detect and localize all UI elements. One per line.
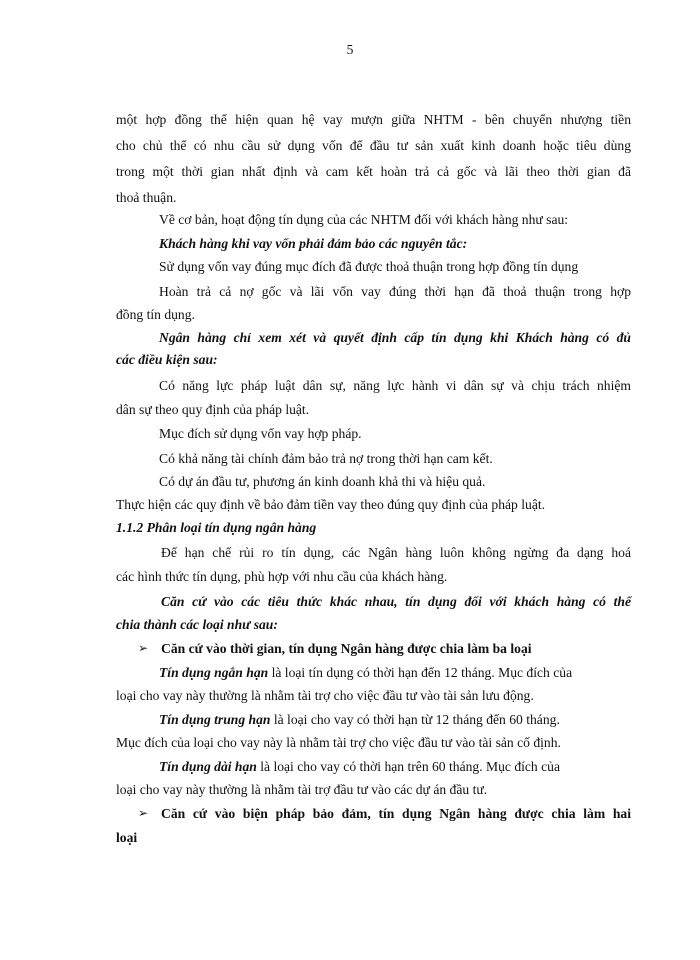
paragraph-line: thoả thuận. — [116, 190, 177, 205]
subheading: các điều kiện sau: — [116, 352, 218, 367]
subheading: Căn cứ vào các tiêu thức khác nhau, tín dụng đối với khách hàng có thể — [161, 594, 631, 609]
paragraph-line: đồng tín dụng. — [116, 307, 195, 322]
bullet-heading: Căn cứ vào thời gian, tín dụng Ngân hàng được chia làm ba loại — [161, 641, 532, 656]
paragraph-line: dân sự theo quy định của pháp luật. — [116, 402, 310, 417]
term-definition: là loại tín dụng có thời hạn đến 12 tháng. Mục đích của — [268, 665, 573, 680]
bullet-heading: loại — [116, 830, 138, 845]
paragraph-line: một hợp đồng thể hiện quan hệ vay mượn giữa NHTM - bên chuyển nhượng tiền — [116, 112, 631, 127]
paragraph-line — [159, 759, 560, 775]
paragraph-line: Có năng lực pháp luật dân sự, năng lực hành vi dân sự và chịu trách nhiệm — [159, 378, 631, 393]
paragraph-line: Về cơ bản, hoạt động tín dụng của các NHTM đối với khách hàng như sau: — [159, 212, 569, 227]
paragraph-line: Mục đích của loại cho vay này là nhằm tài trợ cho việc đầu tư vào tài sản cố định. — [116, 735, 561, 750]
paragraph-line — [159, 665, 572, 681]
paragraph-line: Sử dụng vốn vay đúng mục đích đã được thoả thuận trong hợp đồng tín dụng — [159, 259, 579, 274]
bullet-heading: Căn cứ vào biện pháp bảo đảm, tín dụng Ngân hàng được chia làm hai — [161, 806, 631, 821]
term: Tín dụng trung hạn — [159, 712, 271, 727]
paragraph-line: loại cho vay này thường là nhằm tài trợ cho việc đầu tư vào tài sản lưu động. — [116, 688, 534, 703]
paragraph-line: cho chủ thể có nhu cầu sử dụng vốn để đầu tư sản xuất kinh doanh hoặc tiêu dùng — [116, 138, 631, 153]
subheading: Khách hàng khi vay vốn phải đảm bảo các nguyên tắc: — [159, 236, 468, 251]
paragraph-line: các hình thức tín dụng, phù hợp với nhu cầu của khách hàng. — [116, 569, 448, 584]
section-heading: 1.1.2 Phân loại tín dụng ngân hàng — [116, 520, 317, 535]
paragraph-line: trong một thời gian nhất định và cam kết hoàn trả cả gốc và lãi theo thời gian đã — [116, 164, 631, 179]
subheading: chia thành các loại như sau: — [116, 617, 278, 632]
paragraph-line: Thực hiện các quy định về bảo đảm tiền vay theo đúng quy định của pháp luật. — [116, 497, 546, 512]
term-definition: là loại cho vay có thời hạn trên 60 tháng. Mục đích của — [256, 759, 560, 774]
paragraph-line: Mục đích sử dụng vốn vay hợp pháp. — [159, 426, 362, 441]
arrow-bullet-icon: ➢ — [138, 806, 149, 820]
paragraph-line — [159, 712, 560, 728]
paragraph-line: Để hạn chế rủi ro tín dụng, các Ngân hàng luôn không ngừng đa dạng hoá — [161, 545, 631, 560]
paragraph-line: Có dự án đầu tư, phương án kinh doanh khả thi và hiệu quả. — [159, 474, 486, 489]
term-definition: là loại cho vay có thời hạn từ 12 tháng đến 60 tháng. — [270, 712, 560, 727]
paragraph-line: Có khả năng tài chính đảm bảo trả nợ trong thời hạn cam kết. — [159, 451, 493, 466]
paragraph-line: loại cho vay này thường là nhằm tài trợ đầu tư vào các dự án đầu tư. — [116, 782, 488, 797]
page-number: 5 — [346, 42, 354, 57]
term: Tín dụng ngắn hạn — [159, 665, 269, 680]
subheading: Ngân hàng chỉ xem xét và quyết định cấp tín dụng khi Khách hàng có đủ — [159, 330, 631, 345]
arrow-bullet-icon: ➢ — [138, 641, 149, 655]
term: Tín dụng dài hạn — [159, 759, 257, 774]
paragraph-line: Hoàn trả cả nợ gốc và lãi vốn vay đúng thời hạn đã thoả thuận trong hợp — [159, 284, 631, 299]
